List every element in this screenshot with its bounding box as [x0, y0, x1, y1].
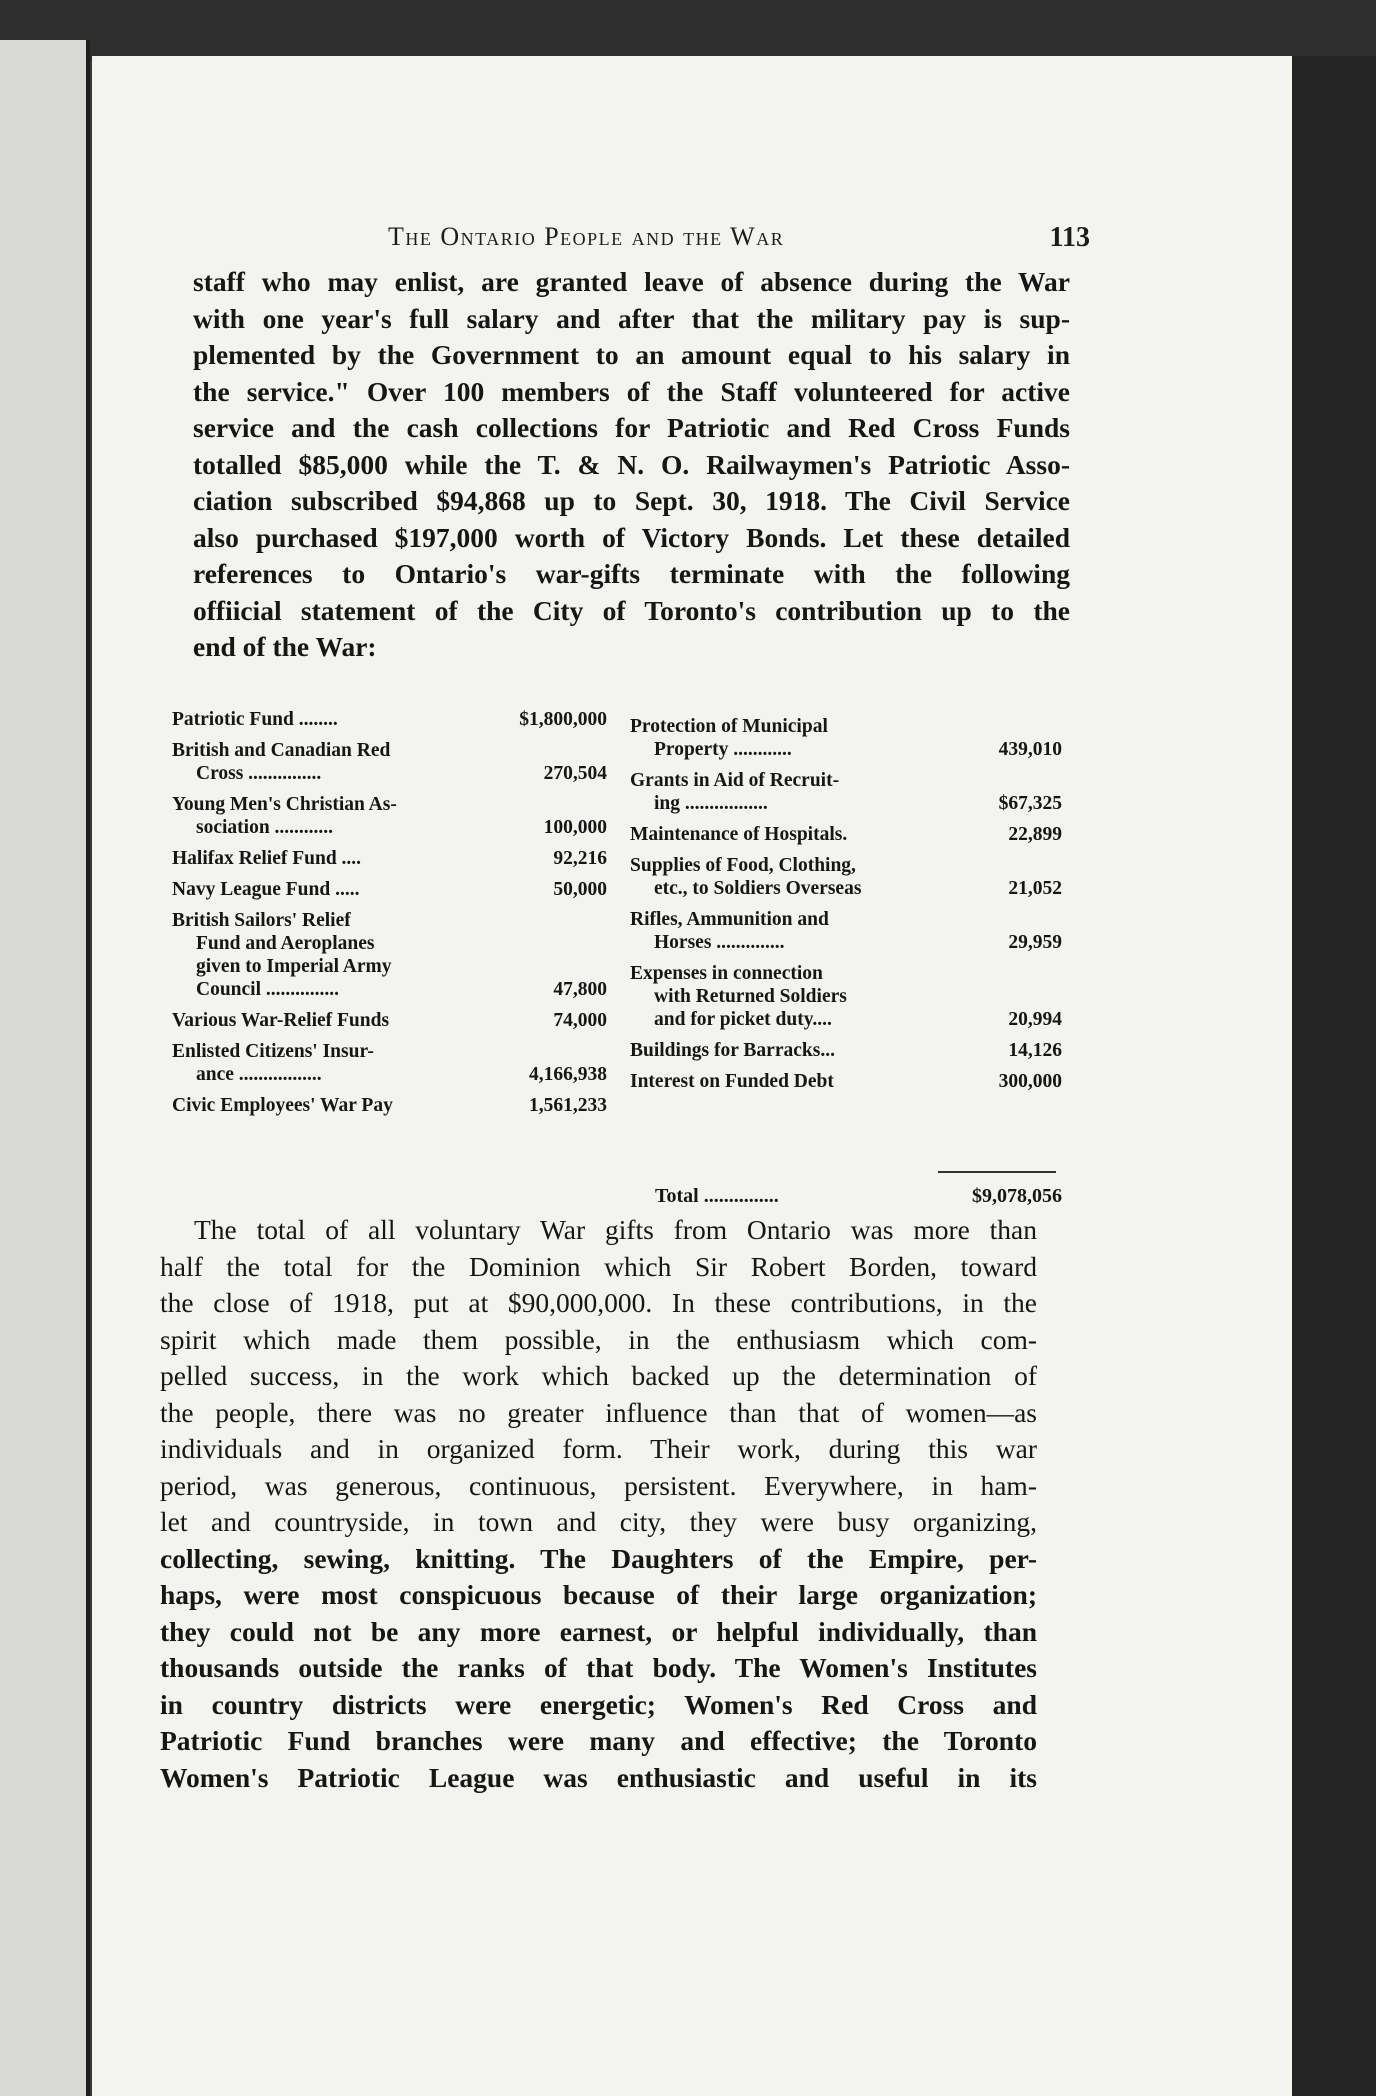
- contributions-table-right: [630, 715, 1062, 1093]
- text-line: individuals and in organized form. Their work, during this war: [160, 1433, 1037, 1464]
- text-line: in country districts were energetic; Women's Red Cross and: [160, 1688, 1037, 1720]
- row-amount: 21,052: [1008, 878, 1062, 899]
- row-label: ance .................: [196, 1064, 322, 1085]
- row-amount: 4,166,938: [529, 1064, 607, 1085]
- row-amount: 20,994: [1008, 1009, 1062, 1030]
- row-label: given to Imperial Army: [196, 956, 392, 977]
- text-line: offiicial statement of the City of Toronto's contribution up to the: [193, 594, 1070, 626]
- row-amount: 439,010: [998, 739, 1062, 760]
- text-line: the close of 1918, put at $90,000,000. In these contributions, in the: [160, 1287, 1037, 1318]
- text-line: period, was generous, continuous, persistent. Everywhere, in ham-: [160, 1469, 1037, 1501]
- row-label: Horses ..............: [654, 932, 785, 953]
- row-label: Halifax Relief Fund ....: [172, 848, 362, 869]
- table-row: [172, 1040, 607, 1086]
- table-row: [630, 908, 1062, 954]
- text-line: haps, were most conspicuous because of their large organization;: [160, 1579, 1037, 1610]
- row-label: and for picket duty....: [654, 1009, 832, 1030]
- row-amount: $1,800,000: [519, 709, 607, 730]
- text-line: The total of all voluntary War gifts from Ontario was more than: [194, 1214, 1037, 1245]
- row-label: Fund and Aeroplanes: [196, 933, 375, 954]
- text-line: ciation subscribed $94,868 up to Sept. 30, 1918. The Civil Service: [193, 485, 1070, 516]
- table-row: [630, 823, 1062, 846]
- table-row: [172, 909, 607, 1001]
- row-label: Civic Employees' War Pay: [172, 1095, 393, 1116]
- row-label: Property ............: [654, 739, 792, 760]
- text-line: with one year's full salary and after that the military pay is sup-: [193, 302, 1070, 334]
- page-header: [300, 222, 1090, 262]
- total-amount: $9,078,056: [972, 1185, 1062, 1207]
- text-line: plemented by the Government to an amount equal to his salary in: [193, 339, 1070, 370]
- row-label: British Sailors' Relief: [172, 910, 351, 931]
- contributions-table-left: [172, 708, 607, 1117]
- row-label: sociation ............: [196, 817, 334, 838]
- row-label: Rifles, Ammunition and: [630, 909, 829, 930]
- row-amount: 47,800: [553, 979, 607, 1000]
- row-label: Expenses in connection: [630, 963, 823, 984]
- row-amount: 22,899: [1008, 824, 1062, 845]
- row-label: Protection of Municipal: [630, 716, 828, 737]
- row-label: British and Canadian Red: [172, 740, 391, 761]
- facing-page-edge: [0, 40, 90, 2096]
- text-line: also purchased $197,000 worth of Victory Bonds. Let these detailed: [193, 521, 1070, 553]
- text-line: half the total for the Dominion which Sir Robert Borden, toward: [160, 1250, 1037, 1282]
- row-amount: 92,216: [553, 848, 607, 869]
- text-line: pelled success, in the work which backed up the determination of: [160, 1360, 1037, 1391]
- text-line: Women's Patriotic League was enthusiastic and useful in its: [160, 1761, 1037, 1793]
- running-head: The Ontario People and the War: [388, 222, 785, 251]
- row-label: Enlisted Citizens' Insur-: [172, 1041, 374, 1062]
- row-amount: 50,000: [553, 879, 607, 900]
- table-row: [630, 1039, 1062, 1062]
- text-line: they could not be any more earnest, or helpful individually, than: [160, 1615, 1037, 1647]
- text-line: collecting, sewing, knitting. The Daughters of the Empire, per-: [160, 1542, 1037, 1574]
- text-line: totalled $85,000 while the T. & N. O. Railwaymen's Patriotic Asso-: [193, 448, 1070, 480]
- text-line: references to Ontario's war-gifts terminate with the following: [193, 558, 1070, 589]
- row-label: Maintenance of Hospitals.: [630, 824, 848, 845]
- row-label: Cross ...............: [196, 763, 322, 784]
- row-label: Council ...............: [196, 979, 340, 1000]
- text-line: let and countryside, in town and city, they were busy organizing,: [160, 1506, 1037, 1537]
- row-label: Grants in Aid of Recruit-: [630, 770, 840, 791]
- text-line: the service." Over 100 members of the Staff volunteered for active: [193, 375, 1070, 407]
- row-amount: 14,126: [1008, 1040, 1062, 1061]
- table-row: [630, 715, 1062, 761]
- row-amount: 300,000: [998, 1071, 1062, 1092]
- table-row: [630, 1070, 1062, 1093]
- row-amount: 29,959: [1008, 932, 1062, 953]
- row-amount: 270,504: [543, 763, 607, 784]
- table-row: [172, 739, 607, 785]
- text-line: Patriotic Fund branches were many and effective; the Toronto: [160, 1725, 1037, 1756]
- total-label: Total ...............: [655, 1185, 779, 1207]
- table-row: [172, 878, 607, 901]
- row-label: Young Men's Christian As-: [172, 794, 397, 815]
- table-row: [172, 708, 607, 731]
- table-row: [172, 1094, 607, 1117]
- text-line: the people, there was no greater influence than that of women—as: [160, 1396, 1037, 1428]
- paragraph-2: [160, 1212, 1037, 1796]
- text-line: service and the cash collections for Patriotic and Red Cross Funds: [193, 412, 1070, 443]
- row-label: Patriotic Fund ........: [172, 709, 338, 730]
- table-row: [630, 854, 1062, 900]
- scan-top-band: [0, 0, 1376, 62]
- row-amount: $67,325: [998, 793, 1062, 814]
- row-label: Various War-Relief Funds: [172, 1010, 390, 1031]
- text-line: end of the War:: [193, 631, 377, 662]
- text-line: staff who may enlist, are granted leave of absence during the War: [193, 266, 1070, 297]
- row-amount: 74,000: [553, 1010, 607, 1031]
- table-row: [172, 847, 607, 870]
- table-row: [172, 793, 607, 839]
- row-label: Buildings for Barracks...: [630, 1040, 835, 1061]
- total-row: [655, 1185, 1062, 1208]
- row-label: etc., to Soldiers Overseas: [654, 878, 862, 899]
- paragraph-1: [193, 264, 1070, 666]
- row-amount: 1,561,233: [529, 1095, 607, 1116]
- total-rule: [938, 1171, 1056, 1173]
- page-number: 113: [1049, 222, 1090, 253]
- row-label: Navy League Fund .....: [172, 879, 360, 900]
- text-line: thousands outside the ranks of that body. The Women's Institutes: [160, 1652, 1037, 1683]
- row-label: with Returned Soldiers: [654, 986, 847, 1007]
- row-label: ing .................: [654, 793, 768, 814]
- scan-right-border: [1292, 56, 1376, 2096]
- table-row: [630, 962, 1062, 1031]
- table-row: [630, 769, 1062, 815]
- text-line: spirit which made them possible, in the enthusiasm which com-: [160, 1323, 1037, 1355]
- row-amount: 100,000: [543, 817, 607, 838]
- row-label: Supplies of Food, Clothing,: [630, 855, 856, 876]
- table-row: [172, 1009, 607, 1032]
- row-label: Interest on Funded Debt: [630, 1071, 834, 1092]
